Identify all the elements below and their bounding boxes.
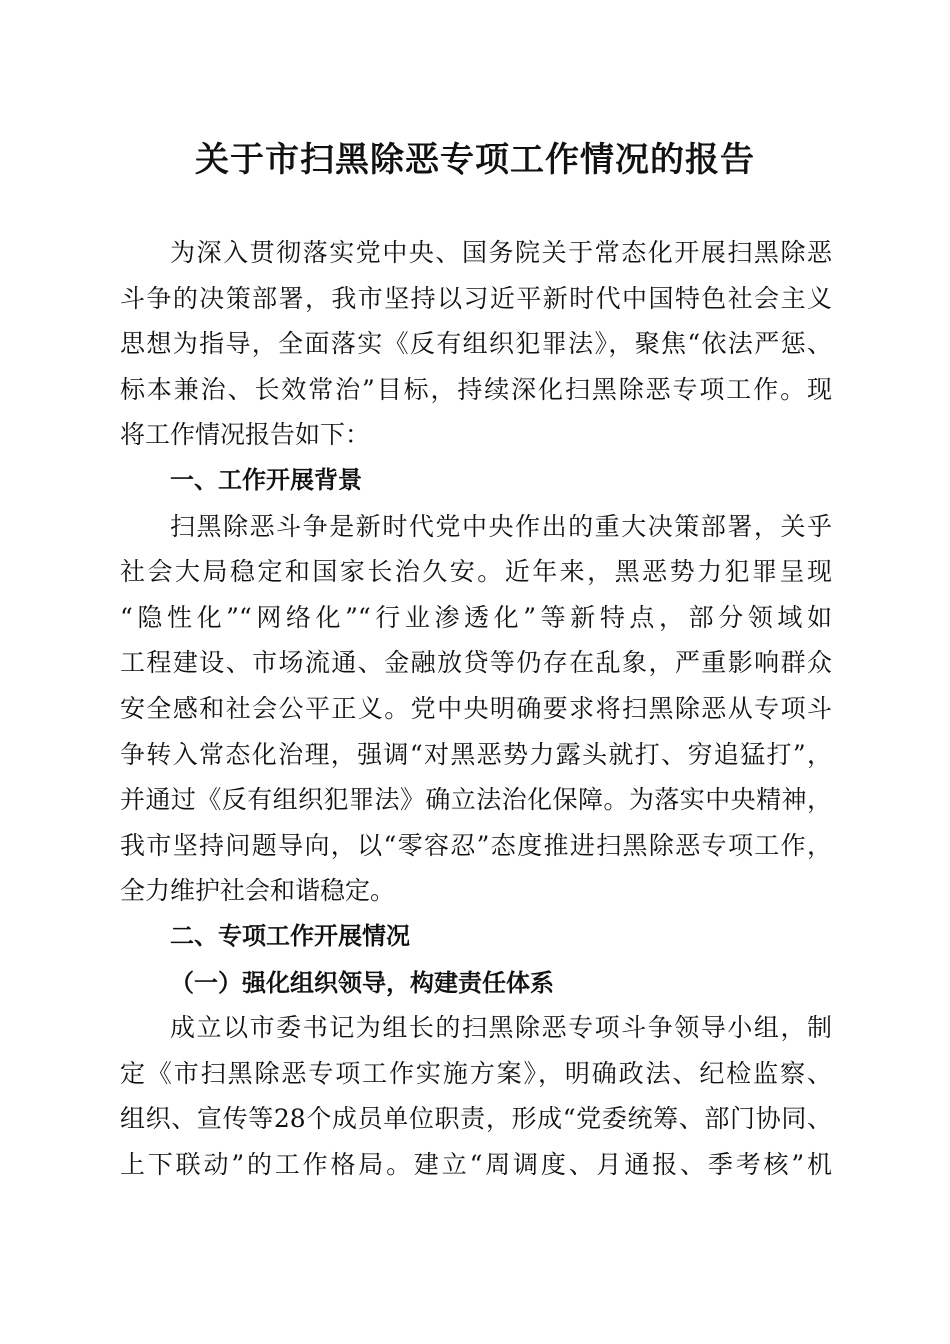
paragraph-line: 斗争的决策部署，我市坚持以习近平新时代中国特色社会主义 (120, 283, 832, 313)
paragraph-line: 标本兼治、长效常治”目标，持续深化扫黑除恶专项工作。现 (120, 374, 832, 404)
paragraph-line: “隐性化”“网络化”“行业渗透化”等新特点，部分领域如 (120, 602, 832, 632)
paragraph-line: 定《市扫黑除恶专项工作实施方案》，明确政法、纪检监察、 (120, 1058, 832, 1088)
paragraph-line: 我市坚持问题导向，以“零容忍”态度推进扫黑除恶专项工作， (120, 830, 832, 860)
paragraph-line: 社会大局稳定和国家长治久安。近年来，黑恶势力犯罪呈现 (120, 557, 832, 587)
document-title: 关于市扫黑除恶专项工作情况的报告 (195, 140, 755, 180)
paragraph-line: 组织、宣传等28个成员单位职责，形成“党委统筹、部门协同、 (120, 1104, 832, 1134)
paragraph-line: 为深入贯彻落实党中央、国务院关于常态化开展扫黑除恶 (170, 238, 832, 267)
paragraph-line: 全力维护社会和谐稳定。 (120, 876, 396, 906)
document-body (120, 230, 832, 1187)
background-paragraph (120, 504, 832, 914)
paragraph-line: 思想为指导，全面落实《反有组织犯罪法》，聚焦“依法严惩、 (120, 329, 832, 359)
paragraph-line: 工程建设、市场流通、金融放贷等仍存在乱象，严重影响群众 (120, 648, 832, 678)
paragraph-line: 上下联动”的工作格局。建立“周调度、月通报、季考核”机 (120, 1149, 832, 1179)
organization-paragraph (120, 1005, 832, 1187)
section-heading-1: 一、工作开展背景 (170, 465, 362, 494)
subsection-heading-1: （一）强化组织领导，构建责任体系 (170, 967, 554, 997)
paragraph-line: 安全感和社会公平正义。党中央明确要求将扫黑除恶从专项斗 (120, 693, 832, 723)
intro-paragraph (120, 230, 832, 458)
section-heading-2: 二、专项工作开展情况 (170, 921, 410, 950)
paragraph-line: 成立以市委书记为组长的扫黑除恶专项斗争领导小组，制 (170, 1013, 832, 1043)
paragraph-line: 扫黑除恶斗争是新时代党中央作出的重大决策部署，关乎 (170, 511, 832, 541)
paragraph-line: 争转入常态化治理，强调“对黑恶势力露头就打、穷追猛打”， (120, 739, 832, 769)
paragraph-line: 并通过《反有组织犯罪法》确立法治化保障。为落实中央精神， (120, 785, 832, 815)
paragraph-line: 将工作情况报告如下： (120, 420, 371, 450)
